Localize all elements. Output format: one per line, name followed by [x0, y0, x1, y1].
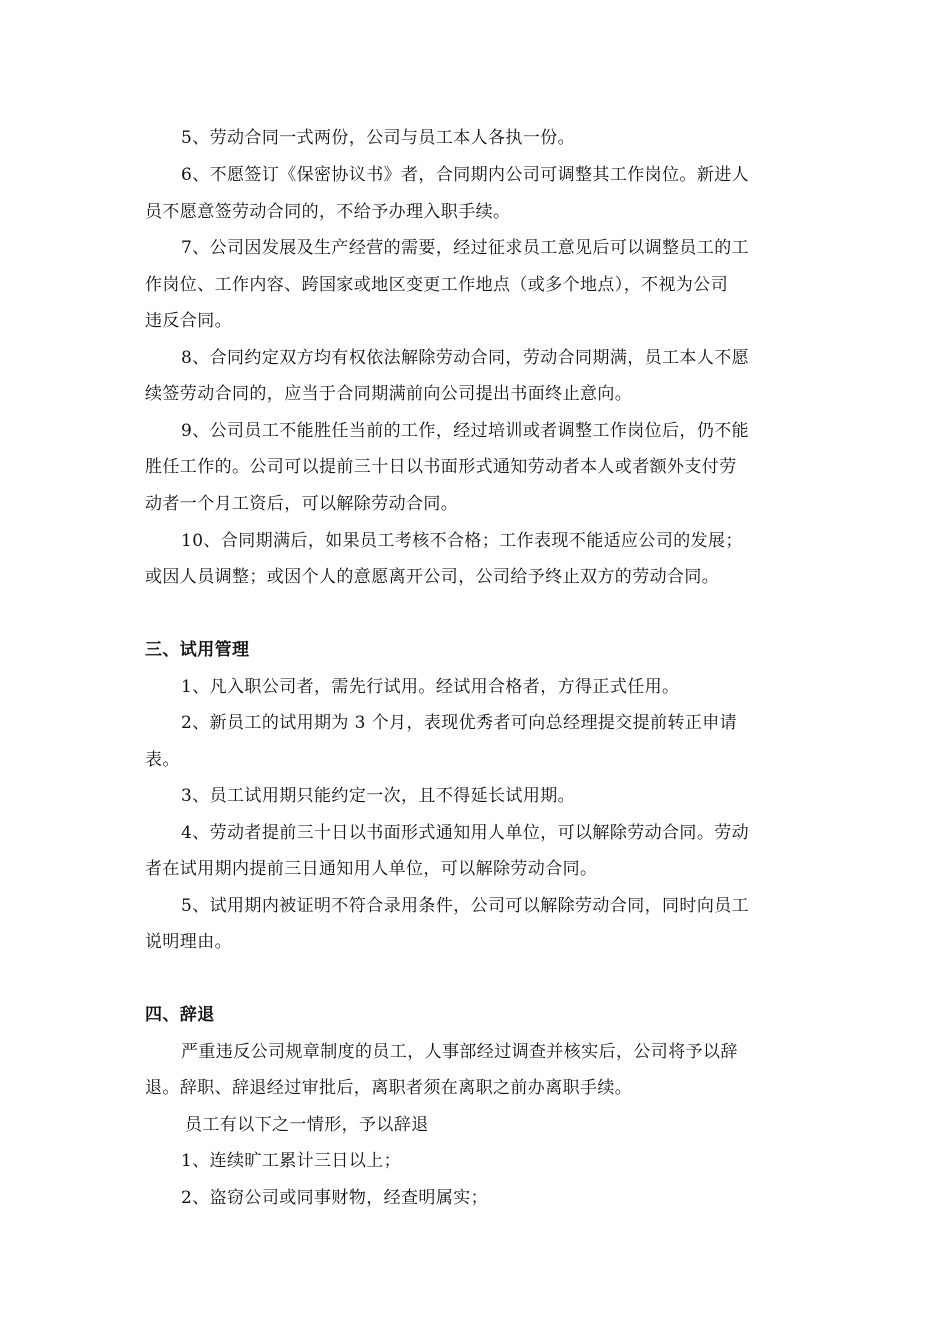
- contract-item-7-line-2: 作岗位、工作内容、跨国家或地区变更工作地点（或多个地点），不视为公司: [145, 275, 729, 295]
- contract-item-5: 5、劳动合同一式两份，公司与员工本人各执一份。: [181, 128, 576, 148]
- contract-item-7-line-1: 7、公司因发展及生产经营的需要，经过征求员工意见后可以调整员工的工: [181, 238, 750, 258]
- dismissal-item-2: 2、盗窃公司或同事财物，经查明属实；: [181, 1188, 489, 1208]
- section-3-heading: 三、试用管理: [145, 640, 250, 660]
- dismissal-intro: 员工有以下之一情形，予以辞退: [185, 1115, 429, 1135]
- dismissal-paragraph-line-2: 退。辞职、辞退经过审批后，离职者须在离职之前办离职手续。: [145, 1078, 633, 1098]
- probation-item-3: 3、员工试用期只能约定一次，且不得延长试用期。: [181, 786, 576, 806]
- probation-item-5-line-2: 说明理由。: [145, 932, 232, 952]
- contract-item-7-line-3: 违反合同。: [145, 311, 232, 331]
- probation-item-2-line-1: 2、新员工的试用期为 3 个月，表现优秀者可向总经理提交提前转正申请: [181, 713, 738, 733]
- contract-item-9-line-1: 9、公司员工不能胜任当前的工作，经过培训或者调整工作岗位后，仍不能: [181, 421, 750, 441]
- probation-item-4-line-1: 4、劳动者提前三十日以书面形式通知用人单位，可以解除劳动合同。劳动: [181, 823, 750, 843]
- probation-item-5-line-1: 5、试用期内被证明不符合录用条件，公司可以解除劳动合同，同时向员工: [181, 896, 750, 916]
- contract-item-8-line-1: 8、合同约定双方均有权依法解除劳动合同，劳动合同期满，员工本人不愿: [181, 348, 750, 368]
- dismissal-item-1: 1、连续旷工累计三日以上；: [181, 1151, 402, 1171]
- probation-item-1: 1、凡入职公司者，需先行试用。经试用合格者，方得正式任用。: [181, 677, 680, 697]
- contract-item-9-line-2: 胜任工作的。公司可以提前三十日以书面形式通知劳动者本人或者额外支付劳: [145, 457, 737, 477]
- contract-item-6-line-1: 6、不愿签订《保密协议书》者，合同期内公司可调整其工作岗位。新进人: [181, 165, 750, 185]
- section-4-heading: 四、辞退: [145, 1005, 215, 1025]
- contract-item-10-line-2: 或因人员调整；或因个人的意愿离开公司，公司给予终止双方的劳动合同。: [145, 567, 720, 587]
- probation-item-4-line-2: 者在试用期内提前三日通知用人单位，可以解除劳动合同。: [145, 859, 598, 879]
- dismissal-paragraph-line-1: 严重违反公司规章制度的员工，人事部经过调查并核实后，公司将予以辞: [181, 1042, 738, 1062]
- probation-item-2-line-2: 表。: [145, 750, 180, 770]
- contract-item-8-line-2: 续签劳动合同的，应当于合同期满前向公司提出书面终止意向。: [145, 384, 633, 404]
- contract-item-6-line-2: 员不愿意签劳动合同的，不给予办理入职手续。: [145, 202, 511, 222]
- contract-item-9-line-3: 动者一个月工资后，可以解除劳动合同。: [145, 494, 459, 514]
- contract-item-10-line-1: 10、合同期满后，如果员工考核不合格；工作表现不能适应公司的发展；: [181, 531, 743, 551]
